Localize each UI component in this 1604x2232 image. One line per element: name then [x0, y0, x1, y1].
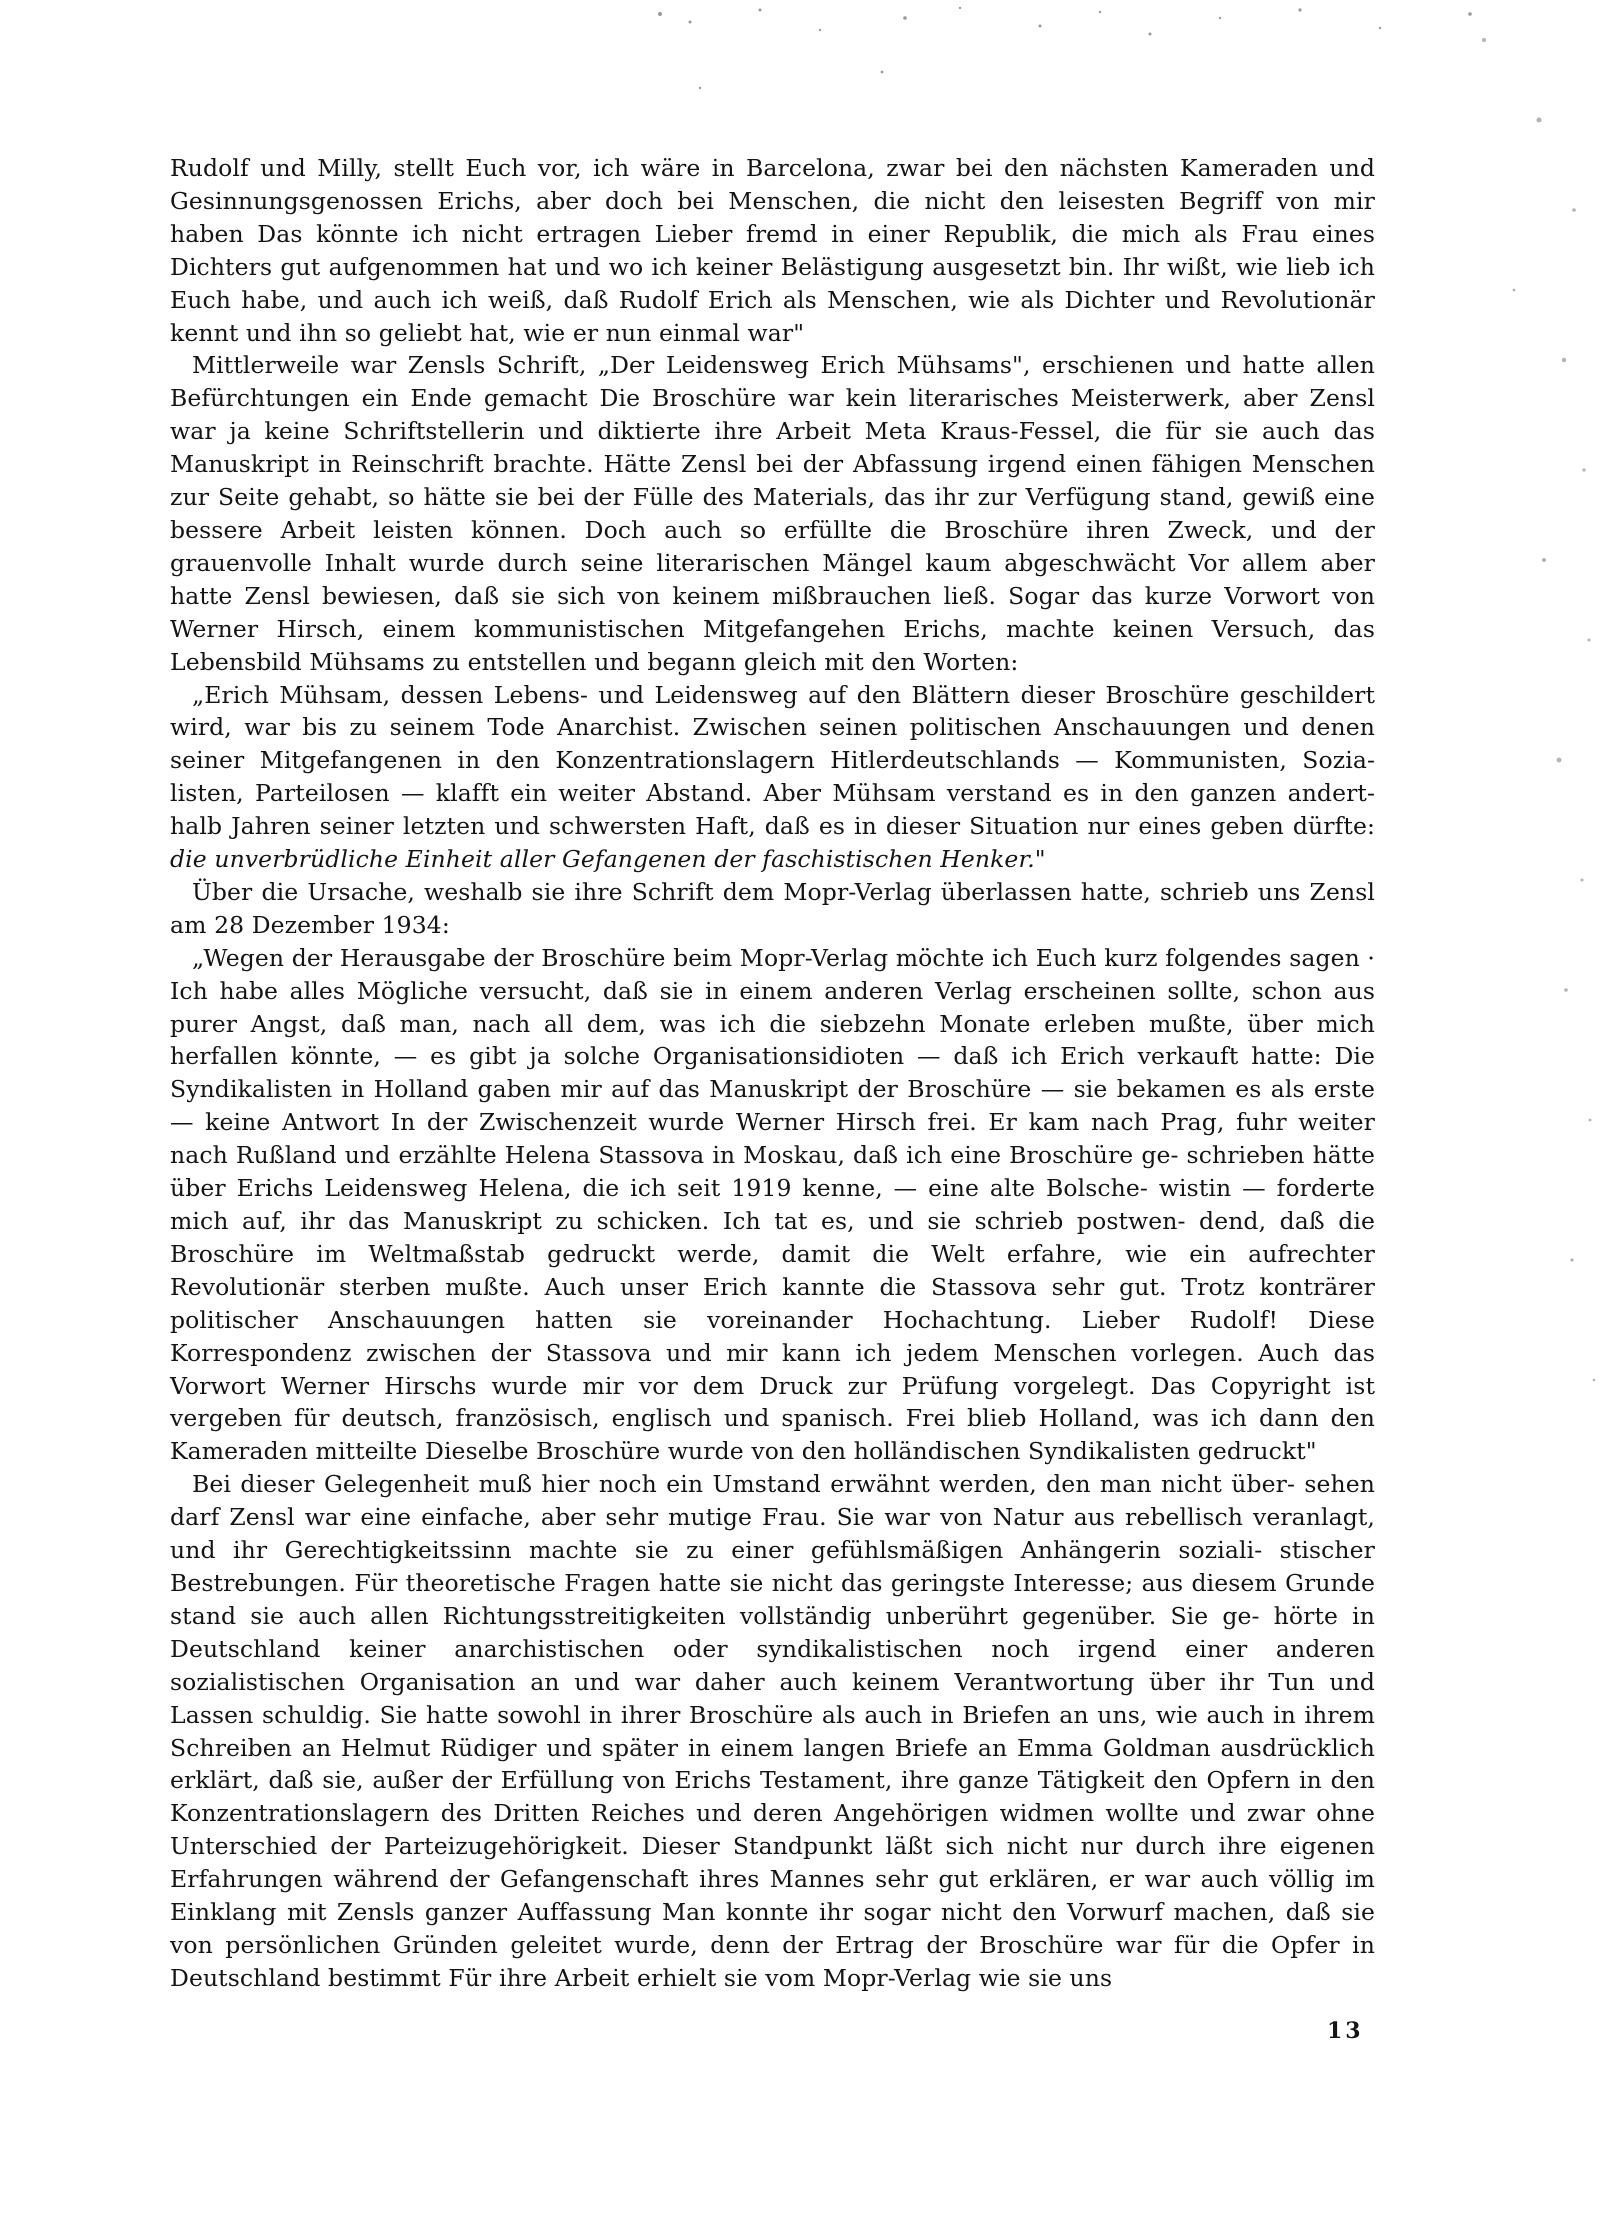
- line: hatte: Die Syndikalisten in Holland gaben mir auf das Manuskript der Broschüre — sie bekamen: [170, 1042, 1376, 1104]
- line: seiner Mitgefangenen in den Konzentrationslagern Hitlerdeutschlands — Kommunisten, Sozia-: [170, 746, 1375, 775]
- paragraph-5-quote: [170, 942, 1375, 1469]
- line: und Gesinnungsgenossen Erichs, aber doch bei Menschen, die nicht den leisesten Begriff von: [170, 154, 1375, 215]
- paragraph-1: [170, 152, 1375, 349]
- paragraph-2: [170, 349, 1375, 678]
- line: Lassen schuldig. Sie hatte sowohl in ihrer Broschüre als auch in Briefen an uns, wie auch in ihrem: [170, 1700, 1375, 1729]
- paragraph-3-quote: [170, 679, 1375, 876]
- line: hatte Zensl bewiesen, daß sie sich von keinem mißbrauchen ließ. Sogar das kurze Vorwort von: [170, 581, 1375, 610]
- paragraph-6: [170, 1468, 1375, 1995]
- line: Mittlerweile war Zensls Schrift, „Der Leidensweg Erich Mühsams", erschienen und hatte allen: [192, 351, 1375, 380]
- line: es als erste — keine Antwort In der Zwischenzeit wurde Werner Hirsch frei. Er kam nach Prag,: [170, 1075, 1375, 1137]
- line: Diese Korrespondenz zwischen der Stassova und mir kann ich jedem Menschen vorlegen. Auch: [170, 1305, 1375, 1367]
- line: Werner Hirsch, einem kommunistischen Mitgefangehen Erichs, machte keinen Versuch, das: [170, 614, 1375, 643]
- line: wie lieb ich Euch habe, und auch ich weiß, daß Rudolf Erich als Menschen, wie als Dichter und: [170, 252, 1375, 314]
- page-number: 13: [1327, 2018, 1364, 2044]
- line: über mich herfallen könnte, — es gibt ja solche Organisationsidioten — daß ich Erich verkauft: [170, 1009, 1375, 1071]
- line: „Erich Mühsam, dessen Lebens- und Leidensweg auf den Blättern dieser Broschüre geschildert: [192, 680, 1375, 709]
- line: eigenen Erfahrungen während der Gefangenschaft ihres Mannes sehr gut erklären, er war auch: [170, 1832, 1375, 1894]
- scan-speckle-top: [0, 0, 1604, 90]
- line: wird, war bis zu seinem Tode Anarchist. Zwischen seinen politischen Anschauungen und denen: [170, 713, 1375, 742]
- line: Zensl am 28 Dezember 1934:: [170, 877, 1375, 939]
- line: Über die Ursache, weshalb sie ihre Schrift dem Mopr-Verlag überlassen hatte, schrieb uns: [192, 877, 1310, 906]
- italic-quote-line: die unverbrüdliche Einheit aller Gefangenen der faschistischen Henker.": [170, 845, 1046, 874]
- line: gedruckt": [1197, 1437, 1317, 1466]
- line: zur Seite gehabt, so hätte sie bei der Fülle des Materials, das ihr zur Verfügung stand, gewiß: [170, 483, 1325, 512]
- line: fuhr weiter nach Rußland und erzählte Helena Stassova in Moskau, daß ich eine Broschüre ge-: [170, 1108, 1375, 1170]
- line: Revolutionär kennt und ihn so geliebt hat, wie er nun einmal war": [170, 285, 1375, 347]
- line: mir haben Das könnte ich nicht ertragen Lieber fremd in einer Republik, die mich als Frau: [170, 186, 1375, 248]
- line: war ja keine Schriftstellerin und diktierte ihre Arbeit Meta Kraus-Fessel, die für sie auch das: [170, 417, 1375, 446]
- line: halb Jahren seiner letzten und schwersten Haft, daß es in dieser Situation nur eines geben dürfte:: [170, 812, 1375, 841]
- line: Befürchtungen ein Ende gemacht Die Broschüre war kein literarisches Meisterwerk, aber Zensl: [170, 384, 1375, 413]
- body-text: [170, 152, 1375, 1995]
- line: dend, daß die Broschüre im Weltmaßstab gedruckt werde, damit die Welt erfahre, wie ein: [170, 1207, 1375, 1268]
- line: sozialistischen Organisation an und war daher auch keinem Verantwortung über ihr Tun und: [170, 1667, 1375, 1696]
- line: Rudolf und Milly, stellt Euch vor, ich wäre in Barcelona, zwar bei den nächsten Kameraden: [170, 154, 1330, 182]
- line: aufrechter Revolutionär sterben mußte. Auch unser Erich kannte die Stassova sehr gut. Trotz: [170, 1239, 1375, 1301]
- line: hörte in Deutschland keiner anarchistischen oder syndikalistischen noch irgend einer anderen: [170, 1601, 1375, 1663]
- line: Grunde stand sie auch allen Richtungsstreitigkeiten vollständig unberührt gegenüber. Sie ge-: [170, 1568, 1375, 1630]
- line: sehen darf Zensl war eine einfache, aber sehr mutige Frau. Sie war von Natur aus rebellisch: [170, 1470, 1375, 1532]
- line: Manuskript in Reinschrift brachte. Hätte Zensl bei der Abfassung irgend einen fähigen Menschen: [170, 450, 1375, 479]
- line: daß sie von persönlichen Gründen geleitet wurde, denn der Ertrag der Broschüre war für die: [170, 1898, 1375, 1959]
- line: veranlagt, und ihr Gerechtigkeitssinn machte sie zu einer gefühlsmäßigen Anhängerin soziali-: [170, 1503, 1375, 1565]
- line: Bei dieser Gelegenheit muß hier noch ein Umstand erwähnt werden, den man nicht über-: [192, 1470, 1305, 1499]
- line: eine bessere Arbeit leisten können. Doch auch so erfüllte die Broschüre ihren Zweck, und der: [170, 483, 1375, 544]
- line: sagen · Ich habe alles Mögliche versucht, daß sie in einem anderen Verlag erscheinen sollte,: [170, 943, 1375, 1005]
- line: „Wegen der Herausgabe der Broschüre beim Mopr-Verlag möchte ich Euch kurz folgendes: [192, 943, 1290, 972]
- line: grauenvolle Inhalt wurde durch seine literarischen Mängel kaum abgeschwächt Vor allem aber: [170, 548, 1375, 577]
- line: ohne Unterschied der Parteizugehörigkeit. Dieser Standpunkt läßt sich nicht nur durch ihre: [170, 1799, 1375, 1861]
- line: den Konzentrationslagern des Dritten Reiches und deren Angehörigen widmen wollte und zwar: [170, 1766, 1375, 1828]
- line: listen, Parteilosen — klafft ein weiter Abstand. Aber Mühsam verstand es in den ganzen andert-: [170, 779, 1375, 808]
- paragraph-4: [170, 876, 1375, 942]
- scan-speckle-right: [1444, 0, 1604, 1500]
- line: völlig im Einklang mit Zensls ganzer Auffassung Man konnte ihr sogar nicht den Vorwurf machen,: [170, 1865, 1376, 1927]
- line: eines Dichters gut aufgenommen hat und wo ich keiner Belästigung ausgesetzt bin. Ihr wißt,: [170, 219, 1375, 281]
- line: erklärt, daß sie, außer der Erfüllung von Erichs Testament, ihre ganze Tätigkeit den Opfern in: [170, 1766, 1331, 1795]
- line: stischer Bestrebungen. Für theoretische Fragen hatte sie nicht das geringste Interesse; aus diesem: [170, 1536, 1375, 1597]
- line: das Vorwort Werner Hirschs wurde mir vor dem Druck zur Prüfung vorgelegt. Das Copyright: [170, 1338, 1375, 1400]
- line: ist vergeben für deutsch, französisch, englisch und spanisch. Frei blieb Holland, was ich dann: [170, 1371, 1375, 1433]
- line: Schreiben an Helmut Rüdiger und später in einem langen Briefe an Emma Goldman ausdrücklich: [170, 1733, 1375, 1762]
- line: Lebensbild Mühsams zu entstellen und begann gleich mit den Worten:: [170, 647, 1019, 676]
- line: schon aus purer Angst, daß man, nach all dem, was ich die siebzehn Monate erleben mußte,: [170, 976, 1375, 1038]
- line: wistin — forderte mich auf, ihr das Manuskript zu schicken. Ich tat es, und sie schrieb postwen-: [170, 1174, 1375, 1235]
- line: konträrer politischer Anschauungen hatten sie voreinander Hochachtung. Lieber Rudolf!: [170, 1272, 1375, 1334]
- line: den Kameraden mitteilte Dieselbe Broschüre wurde von den holländischen Syndikalisten: [170, 1404, 1375, 1466]
- line: Opfer in Deutschland bestimmt Für ihre Arbeit erhielt sie vom Mopr-Verlag wie sie uns: [170, 1930, 1375, 1992]
- line: schrieben hätte über Erichs Leidensweg Helena, die ich seit 1919 kenne, — eine alte Bolsche-: [170, 1141, 1376, 1203]
